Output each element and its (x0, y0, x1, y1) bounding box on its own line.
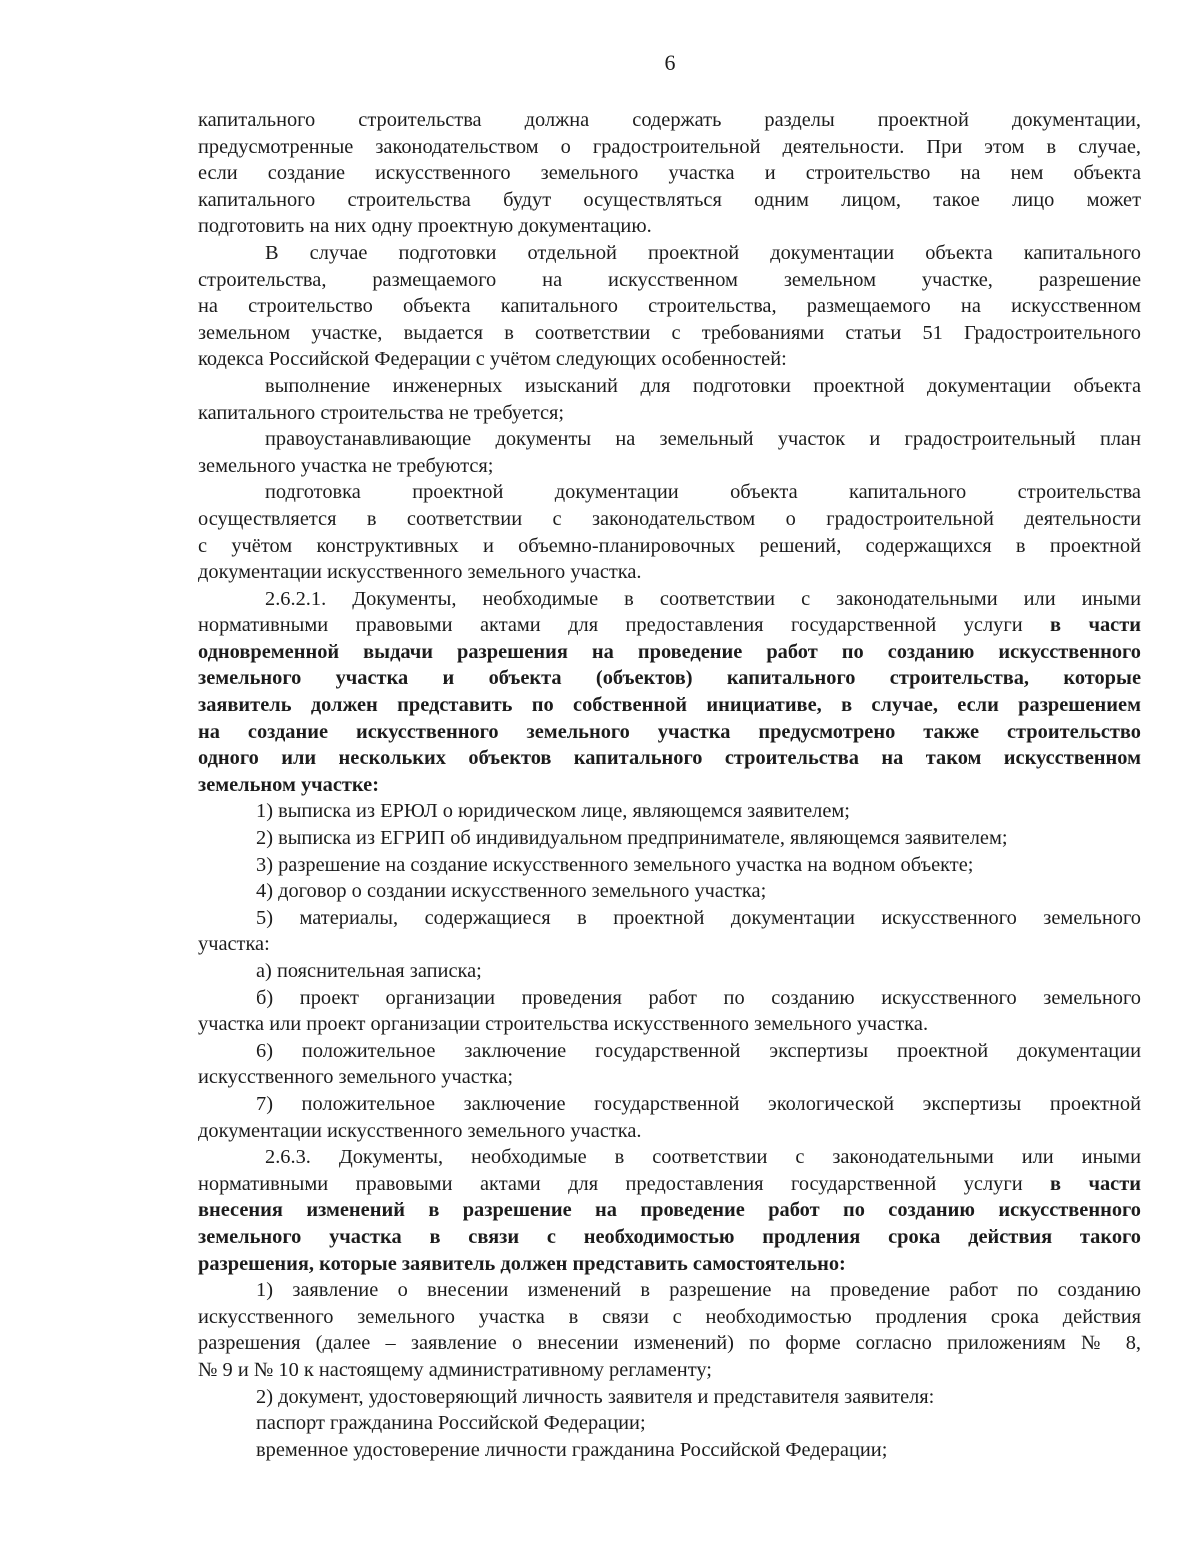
bold-line: на создание искусственного земельного участка предусмотрено также строительство (198, 720, 1141, 743)
list-item: временное удостоверение личности гражданина Российской Федерации; (256, 1438, 888, 1461)
text-line (198, 612, 1141, 639)
list-item (198, 985, 1141, 1038)
text-line: 5) материалы, содержащиеся в проектной документации искусственного земельного (256, 906, 1141, 929)
text-line: капитального строительства будут осуществляться одним лицом, такое лицо может (198, 188, 1141, 211)
text-line: документации искусственного земельного участка. (198, 1119, 642, 1142)
bold-run: в части (1050, 614, 1142, 637)
text-line: 2.6.2.1. Документы, необходимые в соответствии с законодательными или иными (265, 587, 1141, 610)
text-line: на строительство объекта капитального строительства, размещаемого на искусственном (198, 295, 1141, 318)
list-item: 1) выписка из ЕРЮЛ о юридическом лице, являющемся заявителем; (256, 800, 850, 823)
text-line: правоустанавливающие документы на земельный участок и градостроительный план (265, 428, 1141, 451)
text-line: 1) заявление о внесении изменений в разрешение на проведение работ по созданию (256, 1279, 1141, 1302)
paragraph (198, 107, 1141, 240)
text-line: выполнение инженерных изысканий для подготовки проектной документации объекта (265, 374, 1141, 397)
list-item: 4) договор о создании искусственного земельного участка; (256, 880, 767, 903)
text-line: участка: (198, 933, 270, 956)
bold-run: в части (1050, 1172, 1142, 1195)
bold-line: одновременной выдачи разрешения на проведение работ по созданию искусственного (198, 640, 1141, 663)
list-item: а) пояснительная записка; (256, 960, 482, 982)
text-line: документации искусственного земельного участка. (198, 561, 642, 584)
paragraph (198, 240, 1141, 373)
text-line: б) проект организации проведения работ по созданию искусственного земельного (256, 986, 1141, 1009)
text-line: кодекса Российской Федерации с учётом следующих особенностей: (198, 348, 787, 371)
paragraph (198, 479, 1141, 585)
text-line: предусмотренные законодательством о градостроительной деятельности. При этом в случае, (198, 135, 1141, 158)
bold-line: земельного участка в связи с необходимостью продления срока действия такого (198, 1225, 1141, 1248)
bold-line: земельном участке: (198, 773, 379, 796)
text-run: нормативными правовыми актами для предоставления государственной услуги (198, 614, 1051, 637)
text-line: разрешения (далее – заявление о внесении изменений) по форме согласно приложениям № 8, (198, 1332, 1141, 1355)
text-line: с учётом конструктивных и объемно-планировочных решений, содержащихся в проектной (198, 534, 1141, 557)
bold-line: одного или нескольких объектов капитального строительства на таком искусственном (198, 747, 1141, 770)
text-line: строительства, размещаемого на искусственном земельном участке, разрешение (198, 268, 1141, 291)
text-line: капитального строительства не требуется; (198, 401, 565, 424)
list-item (198, 1091, 1141, 1144)
bold-line: заявитель должен представить по собственной инициативе, в случае, если разрешением (198, 694, 1141, 717)
list-item: 3) разрешение на создание искусственного земельного участка на водном объекте; (256, 853, 974, 876)
text-line: 2.6.3. Документы, необходимые в соответствии с законодательными или иными (265, 1146, 1141, 1169)
text-line: подготовка проектной документации объекта капитального строительства (265, 481, 1141, 504)
bold-line: внесения изменений в разрешение на проведение работ по созданию искусственного (198, 1199, 1141, 1222)
text-line: искусственного земельного участка; (198, 1066, 514, 1089)
text-line: В случае подготовки отдельной проектной документации объекта капитального (265, 241, 1141, 264)
bold-line: разрешения, которые заявитель должен представить самостоятельно: (198, 1252, 846, 1275)
paragraph (198, 1144, 1141, 1277)
list-item: 2) документ, удостоверяющий личность заявителя и представителя заявителя: (256, 1385, 935, 1408)
text-line: осуществляется в соответствии с законодательством о градостроительной деятельности (198, 507, 1141, 530)
text-line: земельного участка не требуются; (198, 454, 494, 477)
text-line: капитального строительства должна содержать разделы проектной документации, (198, 109, 1141, 131)
paragraph (198, 426, 1141, 479)
text-line (198, 1171, 1141, 1198)
document-body (198, 107, 1141, 1463)
text-line: земельном участке, выдается в соответствии с требованиями статьи 51 Градостроительного (198, 321, 1141, 344)
text-line: 6) положительное заключение государственной экспертизы проектной документации (256, 1039, 1141, 1062)
text-line: искусственного земельного участка в связи с необходимостью продления срока действия (198, 1305, 1141, 1328)
text-line: если создание искусственного земельного участка и строительство на нем объекта (198, 162, 1141, 185)
text-line: участка или проект организации строительства искусственного земельного участка. (198, 1013, 929, 1036)
page-number: 6 (664, 50, 676, 75)
list-item: 2) выписка из ЕГРИП об индивидуальном предпринимателе, являющемся заявителем; (256, 827, 1008, 850)
paragraph (198, 586, 1141, 799)
text-run: нормативными правовыми актами для предоставления государственной услуги (198, 1172, 1051, 1195)
list-item (198, 1038, 1141, 1091)
text-line: 7) положительное заключение государственной экологической экспертизы проектной (256, 1092, 1141, 1115)
text-line: подготовить на них одну проектную документацию. (198, 215, 652, 238)
bold-line: земельного участка и объекта (объектов) капитального строительства, которые (198, 667, 1141, 690)
text-line: № 9 и № 10 к настоящему административному регламенту; (198, 1358, 712, 1381)
list-item (198, 1277, 1141, 1383)
list-item: паспорт гражданина Российской Федерации; (256, 1412, 646, 1435)
paragraph (198, 373, 1141, 426)
list-item (198, 905, 1141, 958)
